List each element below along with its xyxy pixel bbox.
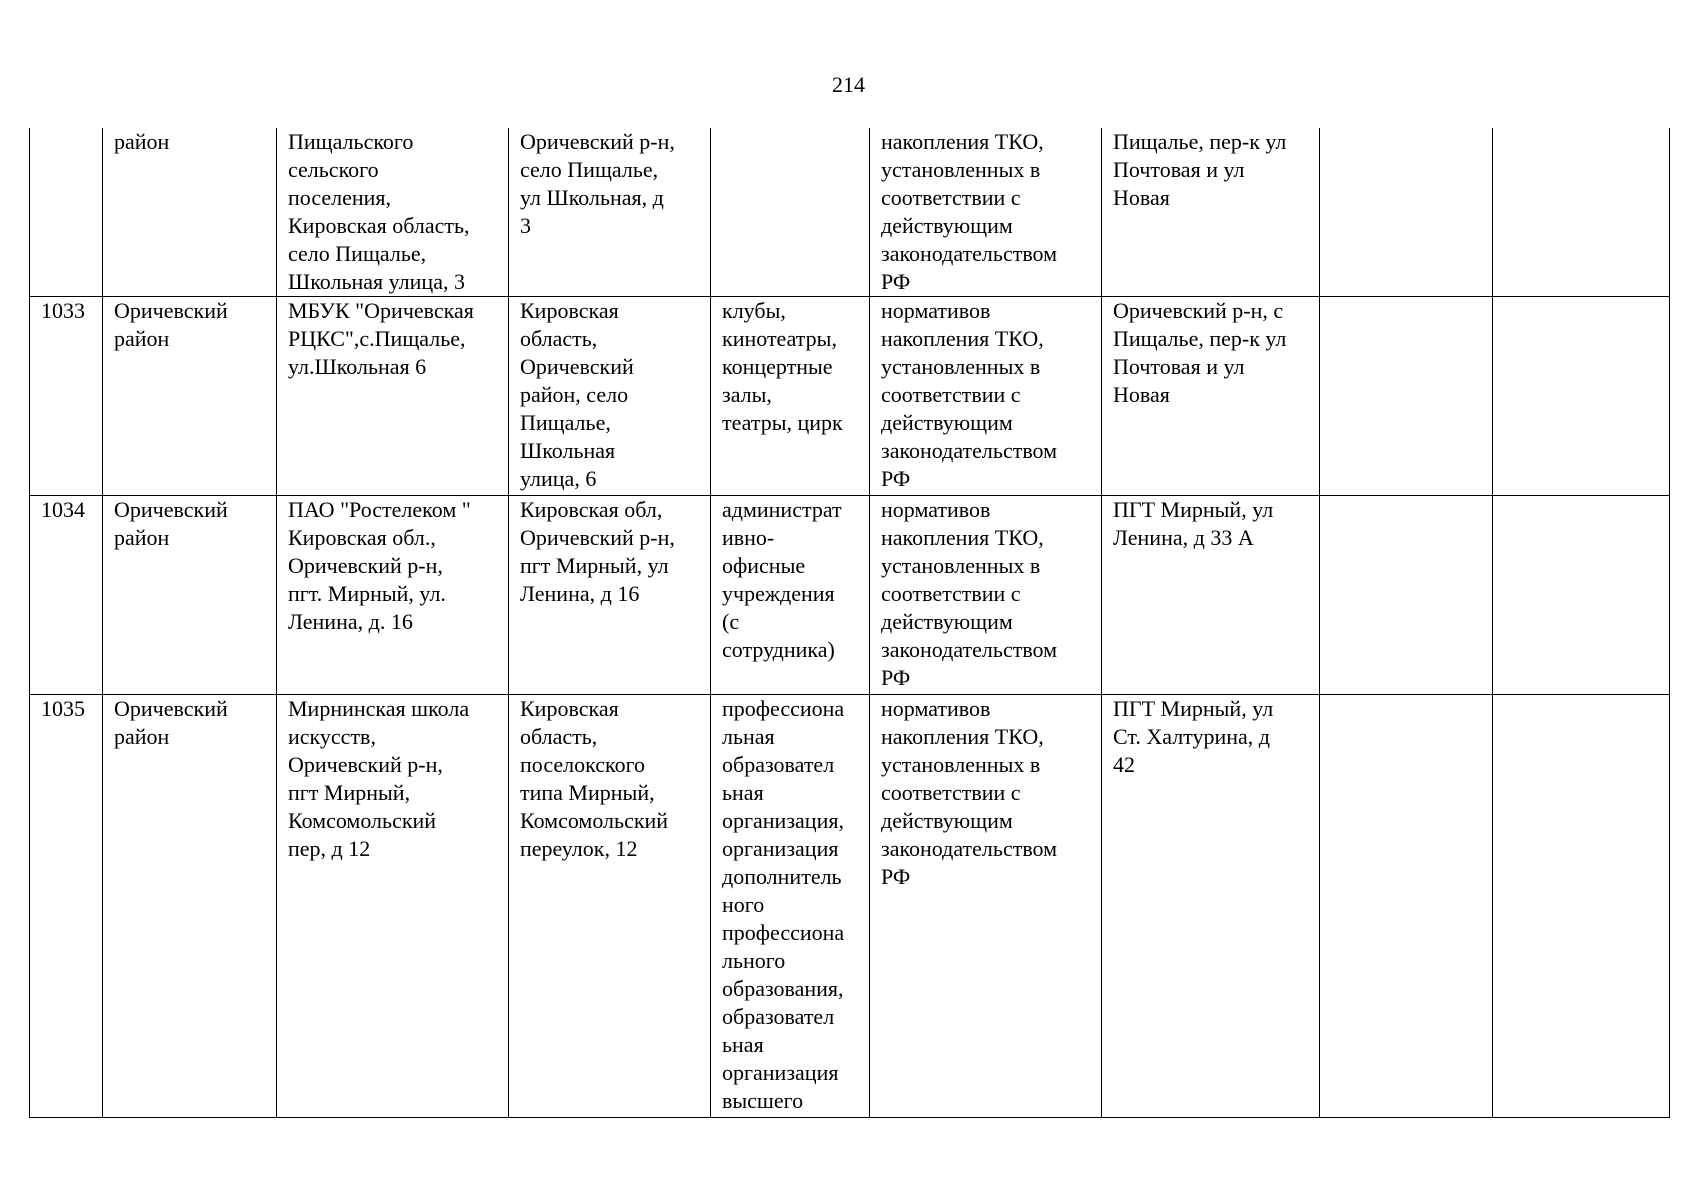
category-cell — [711, 128, 870, 297]
table-row — [30, 297, 1670, 496]
extra-cell-1 — [1320, 496, 1493, 695]
district-cell: район — [103, 128, 277, 297]
norm-cell: нормативов накопления ТКО, установленных в соответствии с действующим законодательством РФ — [870, 297, 1102, 496]
extra-cell-2 — [1493, 695, 1670, 1118]
address-cell: Кировская область, поселокского типа Мирный, Комсомольский переулок, 12 — [509, 695, 711, 1118]
organization-cell: Мирнинская школа искусств, Оричевский р-н, пгт Мирный, Комсомольский пер, д 12 — [277, 695, 509, 1118]
address-cell: Оричевский р-н, село Пищалье, ул Школьная, д 3 — [509, 128, 711, 297]
category-cell: администрат ивно- офисные учреждения (с сотрудника) — [711, 496, 870, 695]
organization-cell: МБУК "Оричевская РЦКС",с.Пищалье, ул.Школьная 6 — [277, 297, 509, 496]
table-row — [30, 128, 1670, 297]
table-row — [30, 695, 1670, 1118]
site-cell: Оричевский р-н, с Пищалье, пер-к ул Почтовая и ул Новая — [1102, 297, 1320, 496]
extra-cell-1 — [1320, 695, 1493, 1118]
district-cell: Оричевский район — [103, 496, 277, 695]
district-cell: Оричевский район — [103, 297, 277, 496]
organization-cell: ПАО "Ростелеком " Кировская обл., Оричевский р-н, пгт. Мирный, ул. Ленина, д. 16 — [277, 496, 509, 695]
site-cell: Пищалье, пер-к ул Почтовая и ул Новая — [1102, 128, 1320, 297]
site-cell: ПГТ Мирный, ул Ленина, д 33 А — [1102, 496, 1320, 695]
norm-cell: нормативов накопления ТКО, установленных в соответствии с действующим законодательством РФ — [870, 496, 1102, 695]
district-cell: Оричевский район — [103, 695, 277, 1118]
category-cell: профессиона льная образовател ьная организация, организация дополнитель ного профессиона льного образования, образовател ьная организация высшего — [711, 695, 870, 1118]
extra-cell-2 — [1493, 128, 1670, 297]
organization-cell: Пищальского сельского поселения, Кировская область, село Пищалье, Школьная улица, 3 — [277, 128, 509, 297]
row-number-cell: 1033 — [30, 297, 103, 496]
site-cell: ПГТ Мирный, ул Ст. Халтурина, д 42 — [1102, 695, 1320, 1118]
registry-table — [29, 128, 1670, 1118]
category-cell: клубы, кинотеатры, концертные залы, театры, цирк — [711, 297, 870, 496]
extra-cell-2 — [1493, 496, 1670, 695]
row-number-cell: 1035 — [30, 695, 103, 1118]
extra-cell-2 — [1493, 297, 1670, 496]
row-number-cell: 1034 — [30, 496, 103, 695]
norm-cell: нормативов накопления ТКО, установленных в соответствии с действующим законодательством РФ — [870, 695, 1102, 1118]
extra-cell-1 — [1320, 128, 1493, 297]
extra-cell-1 — [1320, 297, 1493, 496]
address-cell: Кировская обл, Оричевский р-н, пгт Мирный, ул Ленина, д 16 — [509, 496, 711, 695]
address-cell: Кировская область, Оричевский район, село Пищалье, Школьная улица, 6 — [509, 297, 711, 496]
row-number-cell — [30, 128, 103, 297]
page-number: 214 — [832, 72, 865, 97]
norm-cell: накопления ТКО, установленных в соответствии с действующим законодательством РФ — [870, 128, 1102, 297]
table-row — [30, 496, 1670, 695]
